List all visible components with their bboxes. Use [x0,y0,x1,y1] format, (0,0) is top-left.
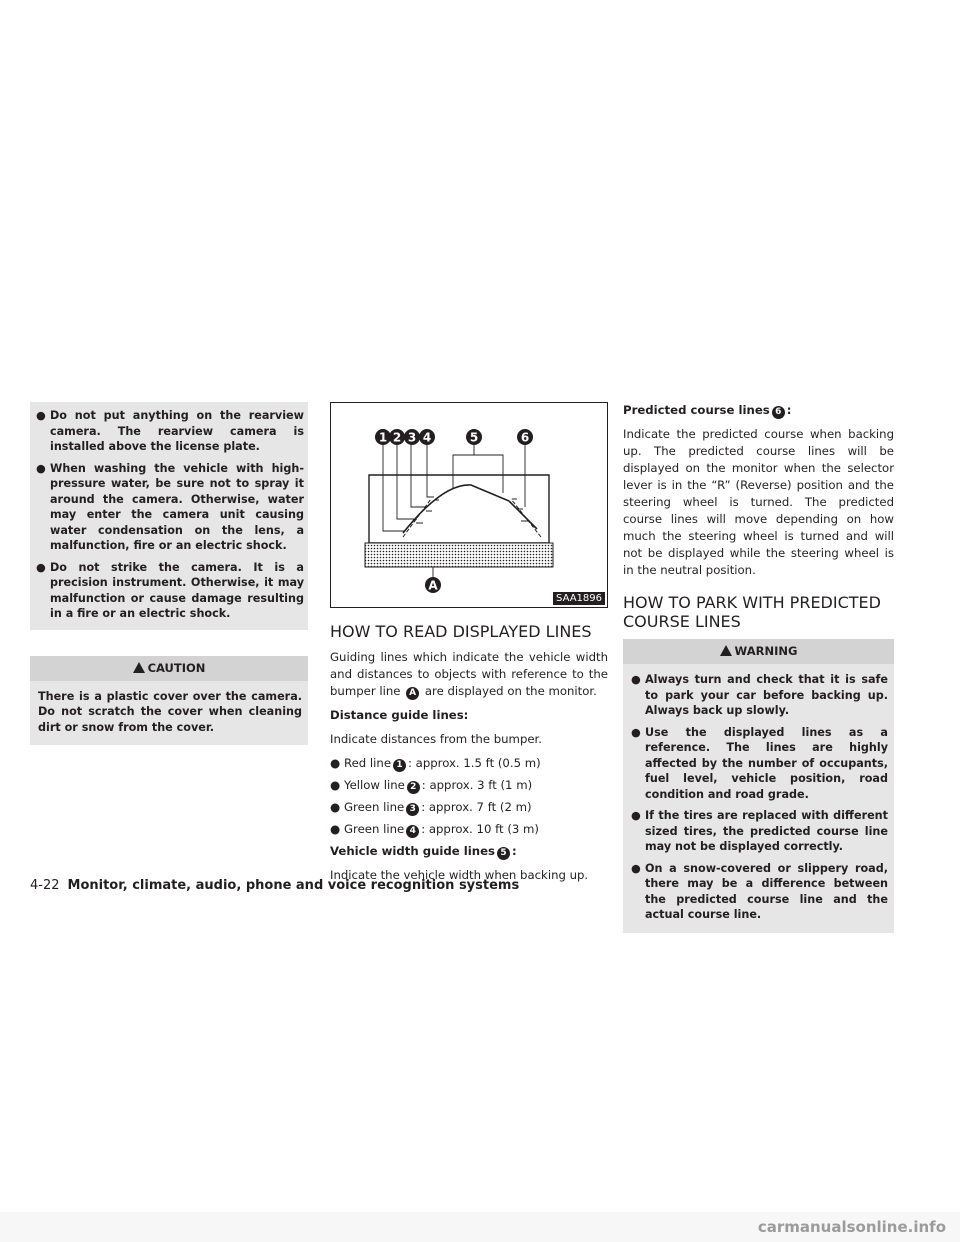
label-2: 2 [392,430,402,445]
label-1: 1 [378,430,388,445]
line-badge: 1 [393,759,406,772]
predicted-course-right [509,501,537,529]
label-4: 4 [422,430,432,445]
label-6-badge [517,429,533,445]
label-3: 3 [407,430,417,445]
list-item: ● If the tires are replaced with different sized tires, the predicted course line may not be displayed correctly. [631,809,888,853]
leader-2 [397,445,417,519]
label-5: 5 [469,430,479,445]
predicted-title: Predicted course lines 6 : [623,403,792,417]
page-footer [30,878,519,893]
camera-precautions-box [30,402,308,630]
list-item: ● On a snow-covered or slippery road, there may be a difference between the predicted course line and the actual course line. [631,861,888,921]
caution-triangle-icon [133,662,145,673]
width-guide-left [403,499,431,537]
warning-triangle-icon [720,645,732,656]
list-item: ● Red line 1 : approx. 1.5 ft (0.5 m) [330,756,541,770]
section-title: Monitor, climate, audio, phone and voice recognition systems [67,878,520,893]
rearview-guide-lines-figure [330,402,608,608]
list-item: ● Green line 3 : approx. 7 ft (2 m) [330,800,532,814]
predicted-text: Indicate the predicted course when backing up. The predicted course lines will be displayed on the monitor when the selector lever is in the “R” (Reverse) position and the steering wheel is turned. The predicted course lines will move depending on how much the steering wheel is turned and will not be displayed while the steering wheel is in the neutral position. [623,427,894,577]
line-badge: 3 [406,803,419,816]
list-item: ● Do not strike the camera. It is a precision instrument. Otherwise, it may malfunction or cause damage resulting in a fire or an electric shock. [36,560,304,620]
leader-3 [411,445,427,507]
figure-code: SAA1896 [553,592,605,605]
page-number: 4-22 [30,878,60,893]
line-badge: 2 [407,781,420,794]
distance-title: Distance guide lines: [330,708,469,722]
list-item: ● Always turn and check that it is safe to park your car before backing up. Always back up slowly. [631,673,888,717]
width-title: Vehicle width guide lines 5 : [330,844,517,858]
label-6: 6 [520,430,530,445]
label-a-badge [425,577,441,593]
line-badge: 4 [406,825,419,838]
bumper-badge: A [406,687,419,700]
distance-ticks-left [416,500,439,523]
list-item: ● Do not put anything on the rearview camera. The rearview camera is installed above the license plate. [36,409,304,453]
width-badge: 5 [497,847,510,860]
warning-box [623,664,894,933]
list-item: ● Yellow line 2 : approx. 3 ft (1 m) [330,778,533,792]
column-left [30,402,308,745]
label-2-badge [389,429,405,445]
list-item: ● Use the displayed lines as a reference. The lines are highly affected by the number of occupants, fuel level, vehicle position, road condition and road grade. [631,725,888,801]
section-heading-read-lines: HOW TO READ DISPLAYED LINES [330,622,592,641]
intro-paragraph: Guiding lines which indicate the vehicle width and distances to objects with reference to the bumper line A are displayed on the monitor. [330,650,608,698]
leader-4 [427,445,434,497]
label-5-badge [466,429,482,445]
label-a: A [428,578,438,593]
column-middle [330,402,608,891]
watermark-bar [0,1212,960,1242]
bumper-area [365,543,553,567]
guide-lines-diagram [331,403,606,606]
label-1-badge [375,429,391,445]
section-heading-park: HOW TO PARK WITH PREDICTED COURSE LINES [623,593,881,631]
width-guide-right [511,499,541,537]
distance-intro: Indicate distances from the bumper. [330,732,543,746]
label-4-badge [419,429,435,445]
leader-1 [383,445,405,531]
caution-header: CAUTION [30,656,308,681]
predicted-course-left [403,485,509,533]
label-3-badge [404,429,420,445]
column-right [623,402,894,933]
watermark-text: carmanualsonline.info [757,1218,946,1236]
list-item: ● Green line 4 : approx. 10 ft (3 m) [330,822,539,836]
predicted-badge: 6 [772,406,785,419]
caution-text: There is a plastic cover over the camera. Do not scratch the cover when cleaning dirt or snow from the cover. [30,681,308,746]
width-text: Indicate the vehicle width when backing up. [330,868,589,882]
warning-header: WARNING [623,639,894,664]
list-item: ● When washing the vehicle with high-pressure water, be sure not to spray it around the camera. Otherwise, water may enter the camera unit causing water condensation on the lens, a malfunction, fire or an electric shock. [36,461,304,552]
